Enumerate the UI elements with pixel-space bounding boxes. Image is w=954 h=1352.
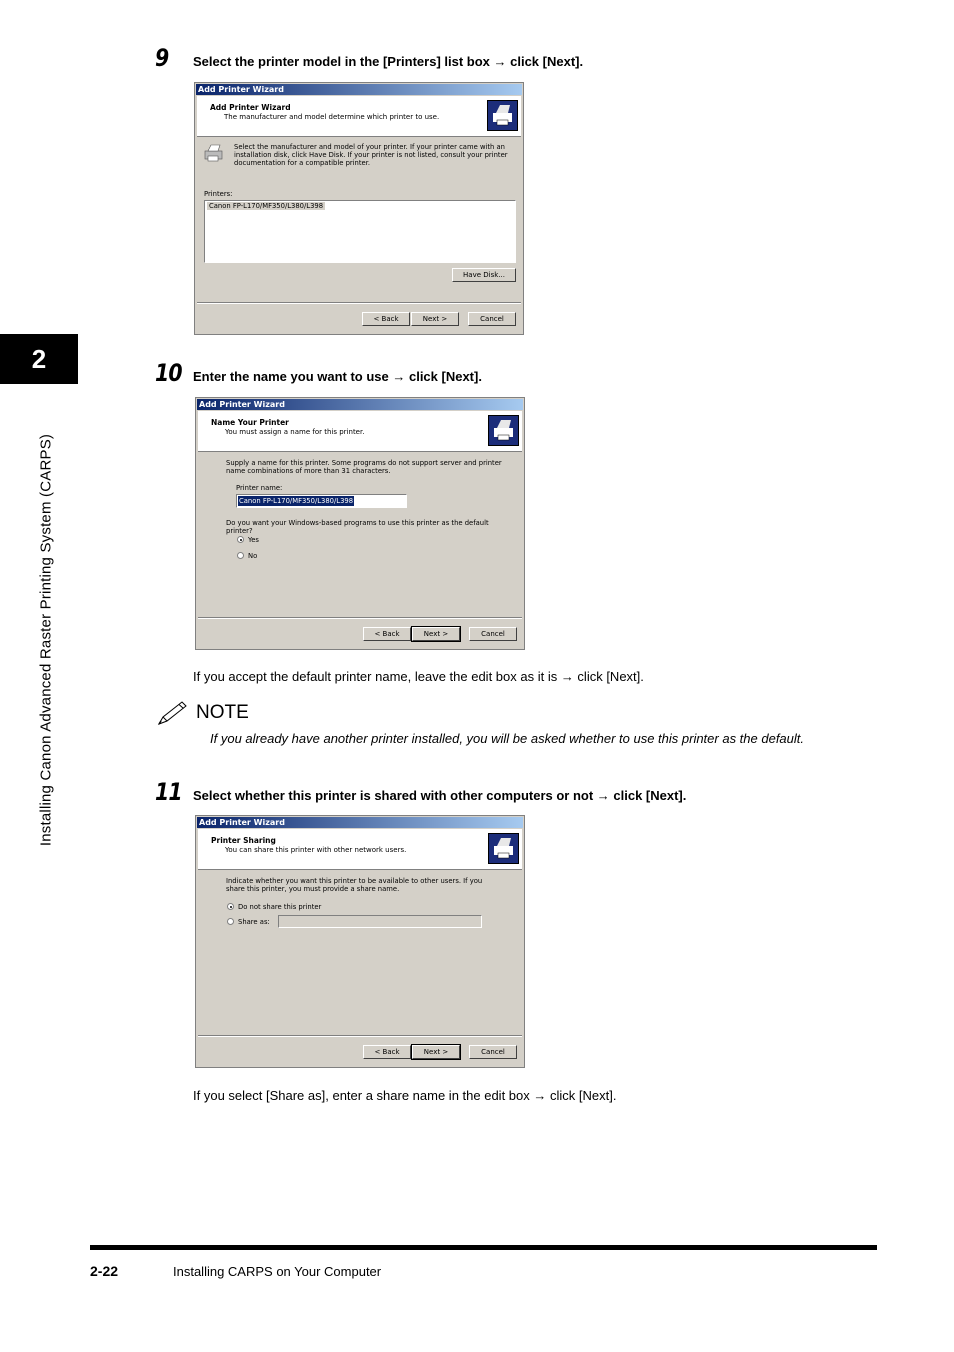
no-radio[interactable] (237, 552, 244, 559)
wizard-header (198, 829, 522, 870)
wizard-header-title: Add Printer Wizard (210, 103, 291, 112)
step-number: 11 (155, 778, 182, 806)
dialog-title-bar: Add Printer Wizard (197, 399, 523, 410)
step-instruction: Enter the name you want to use → click [Next]. (193, 369, 482, 384)
name-printer-dialog (195, 397, 525, 650)
printer-sharing-dialog (195, 815, 525, 1068)
printer-icon (488, 415, 519, 446)
printer-name-value: Canon FP-L170/MF350/L380/L398 (239, 497, 354, 505)
wizard-description: Indicate whether you want this printer to be available to other users. If you share this printer, you must provide a share name. (226, 877, 483, 893)
step-number: 10 (155, 359, 182, 387)
add-printer-wizard-dialog (194, 82, 524, 335)
printer-name-label: Printer name: (236, 484, 283, 492)
dialog-title-bar: Add Printer Wizard (197, 817, 523, 828)
do-not-share-label: Do not share this printer (238, 903, 322, 911)
step-instruction: Select whether this printer is shared with other computers or not → click [Next]. (193, 788, 687, 803)
button-divider (198, 1035, 522, 1037)
note-text: If you already have another printer installed, you will be asked whether to use this printer as the default. (210, 731, 805, 746)
next-button[interactable]: Next > (412, 627, 460, 641)
cancel-button[interactable]: Cancel (469, 627, 517, 641)
step-instruction: Select the printer model in the [Printers] list box → click [Next]. (193, 54, 584, 69)
yes-label: Yes (248, 536, 259, 544)
dialog-title-bar: Add Printer Wizard (196, 84, 522, 95)
wizard-header-subtitle: The manufacturer and model determine which printer to use. (224, 113, 440, 121)
next-button[interactable]: Next > (411, 312, 459, 326)
chapter-side-title: Installing Canon Advanced Raster Printing System (CARPS) (37, 433, 55, 847)
printers-listbox[interactable] (204, 200, 516, 263)
printer-model-item[interactable]: Canon FP-L170/MF350/L380/L398 (209, 202, 324, 210)
next-button[interactable]: Next > (412, 1045, 460, 1059)
cancel-button[interactable]: Cancel (468, 312, 516, 326)
button-divider (198, 617, 522, 619)
back-button[interactable]: < Back (362, 312, 410, 326)
wizard-description: Supply a name for this printer. Some programs do not support server and printer name combinations of more than 31 characters. (226, 459, 502, 475)
wizard-description: Select the manufacturer and model of your printer. If your printer came with an installation disk, click Have Disk. If your printer is not listed, consult your printer documentation for a compatible printer. (234, 143, 508, 167)
step11-followup: If you select [Share as], enter a share name in the edit box → click [Next]. (193, 1088, 617, 1103)
footer-section-title: Installing CARPS on Your Computer (173, 1264, 382, 1279)
footer-rule (90, 1245, 877, 1250)
printers-label: Printers: (204, 190, 233, 198)
note-label: NOTE (196, 702, 249, 723)
share-as-label: Share as: (238, 918, 270, 926)
printer-icon (487, 100, 518, 131)
chapter-tab: 2 (0, 334, 78, 384)
yes-radio[interactable] (237, 536, 244, 543)
default-printer-question: Do you want your Windows-based programs to use this printer as the default printer? (226, 519, 489, 535)
pencil-icon (155, 700, 189, 728)
printer-icon (488, 833, 519, 864)
no-label: No (248, 552, 258, 560)
step-number: 9 (155, 44, 169, 72)
share-name-input[interactable] (278, 915, 482, 928)
wizard-header-title: Name Your Printer (211, 418, 289, 427)
back-button[interactable]: < Back (363, 627, 411, 641)
back-button[interactable]: < Back (363, 1045, 411, 1059)
wizard-header-subtitle: You must assign a name for this printer. (225, 428, 365, 436)
printer-install-icon (203, 143, 225, 163)
wizard-header (198, 411, 522, 452)
wizard-header-title: Printer Sharing (211, 836, 276, 845)
have-disk-button[interactable]: Have Disk... (452, 268, 516, 282)
share-as-radio[interactable] (227, 918, 234, 925)
cancel-button[interactable]: Cancel (469, 1045, 517, 1059)
wizard-header-subtitle: You can share this printer with other network users. (225, 846, 407, 854)
button-divider (197, 302, 521, 304)
step10-followup: If you accept the default printer name, leave the edit box as it is → click [Next]. (193, 669, 644, 684)
printer-name-input[interactable] (236, 494, 407, 508)
wizard-header (197, 96, 521, 137)
do-not-share-radio[interactable] (227, 903, 234, 910)
page-number: 2-22 (90, 1263, 119, 1279)
